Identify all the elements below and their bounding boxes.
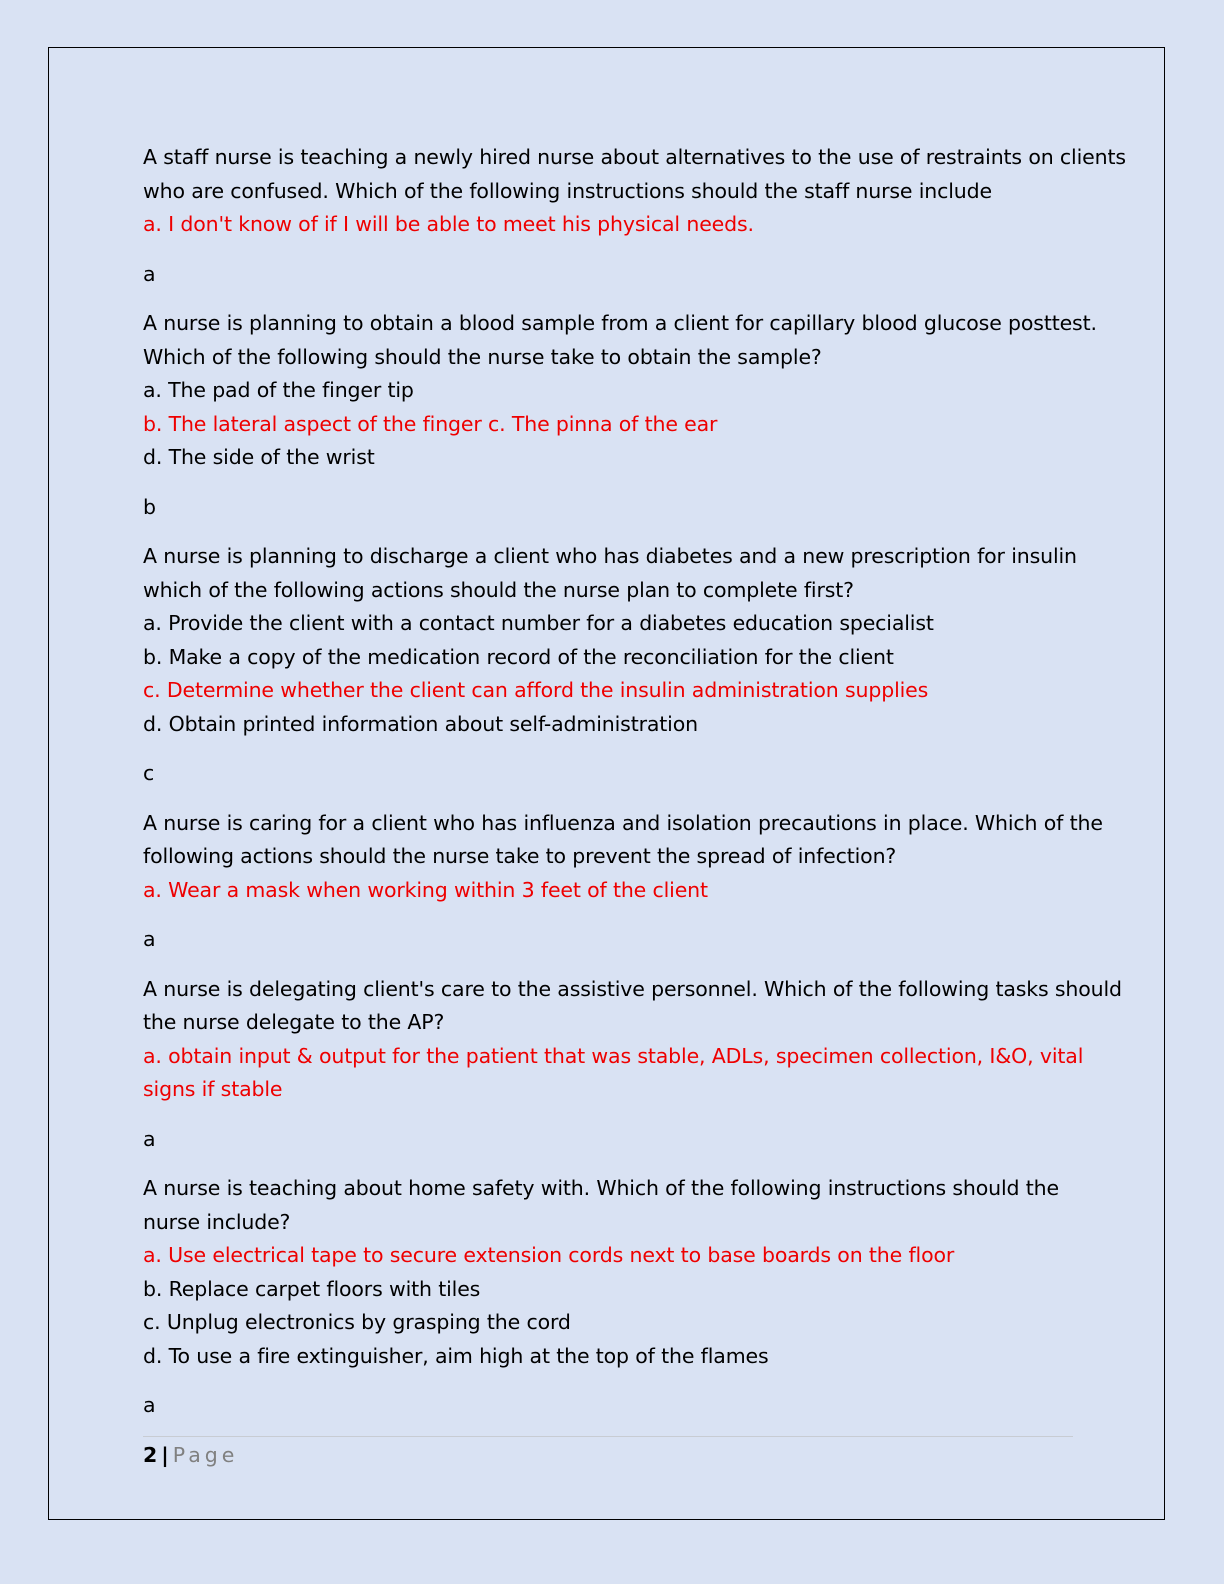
page-number: 2 — [143, 1443, 158, 1467]
question-block — [143, 540, 1078, 791]
question-block — [143, 807, 1103, 957]
question-text-line: A nurse is planning to discharge a client who has diabetes and a new prescription for insulin — [143, 544, 1077, 568]
answer-key: b — [143, 494, 157, 519]
page-label: Page — [172, 1443, 239, 1467]
question-block — [143, 307, 1097, 524]
highlighted-answer-line: c. Determine whether the client can afford the insulin administration supplies — [143, 678, 929, 702]
question-text-line: a. The pad of the finger tip — [143, 378, 414, 402]
highlighted-answer-line: a. obtain input & output for the patient that was stable, ADLs, specimen collection, I&O, vital — [143, 1043, 1084, 1068]
highlighted-answer-line: a. Use electrical tape to secure extension cords next to base boards on the floor — [143, 1243, 955, 1267]
question-block — [143, 1172, 1078, 1423]
question-text-line: following actions should the nurse take to prevent the spread of infection? — [143, 844, 897, 868]
answer-key: a — [143, 1393, 156, 1417]
question-text-line: Which of the following should the nurse take to obtain the sample? — [143, 344, 822, 369]
answer-key: a — [143, 261, 156, 286]
question-text-line: d. Obtain printed information about self-administration — [143, 711, 698, 736]
answer-key: a — [143, 1126, 156, 1151]
answer-key: c — [143, 761, 155, 785]
question-block — [143, 141, 1126, 291]
question-text-line: which of the following actions should the nurse plan to complete first? — [143, 577, 854, 602]
question-text-line: b. Replace carpet floors with tiles — [143, 1276, 481, 1301]
page-footer — [143, 1436, 1073, 1469]
question-text-line: b. Make a copy of the medication record of the reconciliation for the client — [143, 644, 894, 669]
question-text-line: who are confused. Which of the following instructions should the staff nurse include — [143, 178, 992, 203]
question-text-line: A nurse is teaching about home safety with. Which of the following instructions should the — [143, 1176, 1059, 1200]
question-text-line: a. Provide the client with a contact number for a diabetes education specialist — [143, 611, 934, 635]
question-text-line: A nurse is planning to obtain a blood sample from a client for capillary blood glucose posttest. — [143, 311, 1097, 335]
highlighted-answer-line: b. The lateral aspect of the finger c. The pinna of the ear — [143, 411, 718, 436]
question-text-line: A nurse is delegating client's care to the assistive personnel. Which of the following tasks should — [143, 976, 1122, 1001]
question-text-line: A nurse is caring for a client who has influenza and isolation precautions in place. Which of the — [143, 810, 1103, 835]
question-text-line: c. Unplug electronics by grasping the cord — [143, 1310, 571, 1334]
footer-separator: | — [161, 1443, 169, 1467]
question-text-line: the nurse delegate to the AP? — [143, 1010, 445, 1034]
document-body — [143, 141, 1126, 1439]
question-text-line: d. The side of the wrist — [143, 445, 375, 469]
question-block — [143, 973, 1122, 1157]
question-text-line: A staff nurse is teaching a newly hired nurse about alternatives to the use of restraints on clients — [143, 145, 1126, 169]
answer-key: a — [143, 927, 156, 951]
question-text-line: d. To use a fire extinguisher, aim high at the top of the flames — [143, 1343, 769, 1368]
question-text-line: nurse include? — [143, 1209, 291, 1234]
highlighted-answer-line: a. I don't know of if I will be able to meet his physical needs. — [143, 212, 754, 236]
highlighted-answer-line: signs if stable — [143, 1077, 283, 1101]
highlighted-answer-line: a. Wear a mask when working within 3 feet of the client — [143, 877, 708, 902]
